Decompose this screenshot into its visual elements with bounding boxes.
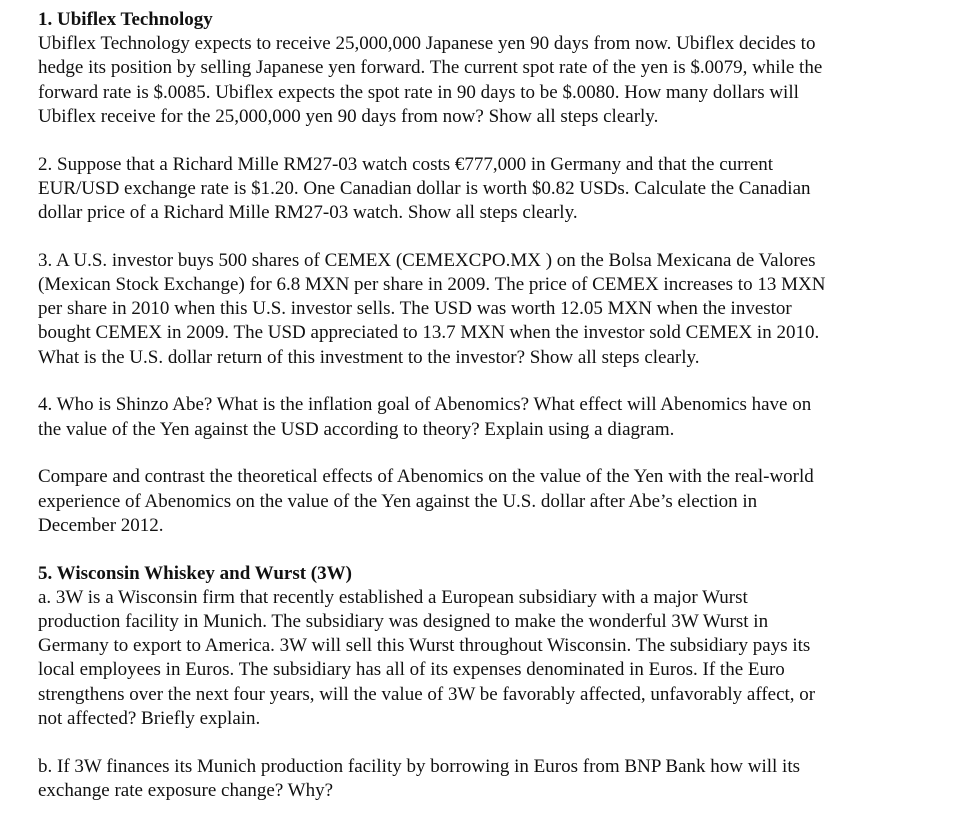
question-5a-line-6: not affected? Briefly explain.	[38, 707, 261, 729]
question-5-heading: 5. Wisconsin Whiskey and Wurst (3W)	[38, 562, 352, 584]
question-4-line-2: the value of the Yen against the USD according to theory? Explain using a diagram.	[38, 418, 675, 440]
paragraph-gap	[38, 538, 938, 562]
question-5b	[38, 755, 938, 803]
question-3	[38, 249, 938, 370]
paragraph-gap	[38, 731, 938, 755]
question-5b-line-1: b. If 3W finances its Munich production facility by borrowing in Euros from BNP Bank how will its	[38, 755, 801, 777]
question-5a-line-5: strengthens over the next four years, will the value of 3W be favorably affected, unfavorably affect, or	[38, 683, 816, 705]
question-2-line-1: 2. Suppose that a Richard Mille RM27-03 watch costs €777,000 in Germany and that the current	[38, 153, 774, 175]
question-5a	[38, 562, 938, 731]
question-4-followup-line-1: Compare and contrast the theoretical effects of Abenomics on the value of the Yen with the real-world	[38, 466, 814, 488]
question-5a-line-2: production facility in Munich. The subsidiary was designed to make the wonderful 3W Wurst in	[38, 611, 769, 633]
question-1-line-3: forward rate is $.0085. Ubiflex expects the spot rate in 90 days to be $.0080. How many dollars will	[38, 81, 799, 103]
question-3-line-1: 3. A U.S. investor buys 500 shares of CEMEX (CEMEXCPO.MX ) on the Bolsa Mexicana de Valores	[38, 249, 816, 271]
question-4-followup-line-3: December 2012.	[38, 514, 164, 536]
question-4-followup-line-2: experience of Abenomics on the value of the Yen against the U.S. dollar after Abe’s election in	[38, 490, 758, 512]
question-1-line-1: Ubiflex Technology expects to receive 25,000,000 Japanese yen 90 days from now. Ubiflex decides to	[38, 33, 816, 55]
question-5b-line-2: exchange rate exposure change? Why?	[38, 779, 334, 801]
paragraph-gap	[38, 370, 938, 394]
question-3-line-5: What is the U.S. dollar return of this investment to the investor? Show all steps clearly.	[38, 346, 700, 368]
paragraph-gap	[38, 129, 938, 153]
question-4-followup	[38, 465, 938, 538]
question-1	[38, 8, 938, 129]
question-3-line-4: bought CEMEX in 2009. The USD appreciated to 13.7 MXN when the investor sold CEMEX in 2010.	[38, 322, 820, 344]
question-3-line-2: (Mexican Stock Exchange) for 6.8 MXN per share in 2009. The price of CEMEX increases to 13 MXN	[38, 274, 826, 296]
question-1-heading: 1. Ubiflex Technology	[38, 9, 213, 30]
question-2-line-3: dollar price of a Richard Mille RM27-03 watch. Show all steps clearly.	[38, 202, 578, 224]
question-3-line-3: per share in 2010 when this U.S. investor sells. The USD was worth 12.05 MXN when the investor	[38, 298, 792, 320]
question-1-line-2: hedge its position by selling Japanese yen forward. The current spot rate of the yen is $.0079, while the	[38, 57, 823, 79]
question-2	[38, 153, 938, 226]
question-4-line-1: 4. Who is Shinzo Abe? What is the inflation goal of Abenomics? What effect will Abenomics have on	[38, 394, 812, 416]
paragraph-gap	[38, 442, 938, 466]
paragraph-gap	[38, 225, 938, 249]
question-4	[38, 393, 938, 441]
question-5a-line-4: local employees in Euros. The subsidiary has all of its expenses denominated in Euros. If the Euro	[38, 659, 785, 681]
document	[38, 8, 938, 803]
question-5a-line-1: a. 3W is a Wisconsin firm that recently established a European subsidiary with a major Wurst	[38, 586, 748, 608]
question-1-line-4: Ubiflex receive for the 25,000,000 yen 90 days from now? Show all steps clearly.	[38, 105, 659, 127]
question-5a-line-3: Germany to export to America. 3W will sell this Wurst throughout Wisconsin. The subsidiary pays its	[38, 635, 811, 657]
question-2-line-2: EUR/USD exchange rate is $1.20. One Canadian dollar is worth $0.82 USDs. Calculate the Canadian	[38, 177, 811, 199]
